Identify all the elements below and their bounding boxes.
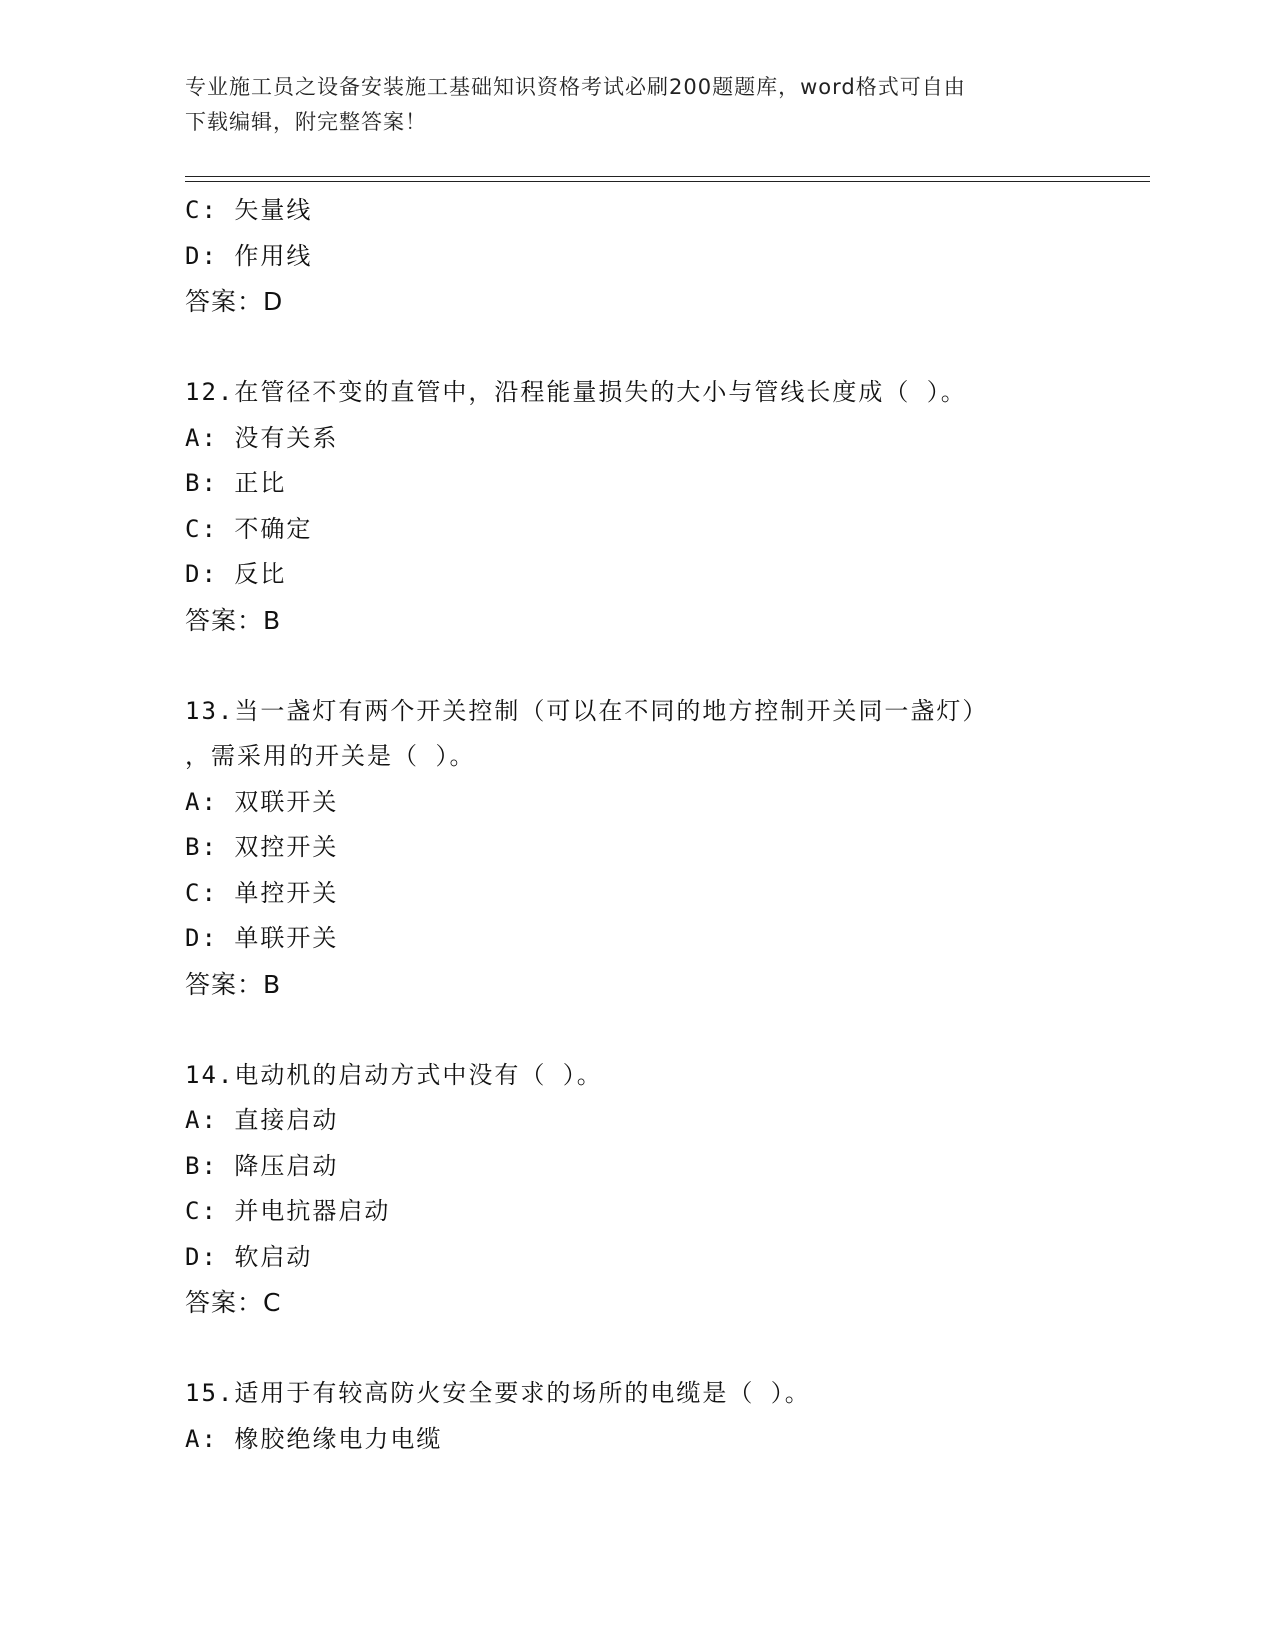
question-stem: 12.在管径不变的直管中，沿程能量损失的大小与管线长度成（ ）。	[185, 378, 967, 406]
question-stem: 15.适用于有较高防火安全要求的场所的电缆是（ ）。	[185, 1379, 811, 1407]
spacer	[185, 643, 1145, 689]
header-divider-bottom	[185, 181, 1150, 182]
question-content	[185, 188, 1145, 1462]
header-line-1: 专业施工员之设备安装施工基础知识资格考试必刷200题题库，word格式可自由	[185, 75, 966, 99]
spacer	[185, 1326, 1145, 1372]
option-line: D: 作用线	[185, 241, 313, 270]
option-line: C: 矢量线	[185, 196, 313, 224]
option-line: C: 不确定	[185, 514, 313, 543]
question-stem: 13.当一盏灯有两个开关控制（可以在不同的地方控制开关同一盏灯）	[185, 696, 989, 725]
option-line: B: 降压启动	[185, 1151, 339, 1180]
option-line: D: 单联开关	[185, 924, 339, 952]
header-divider-top	[185, 176, 1150, 177]
option-line: C: 单控开关	[185, 878, 339, 907]
answer-line: 答案：C	[185, 1288, 282, 1317]
option-line: A: 直接启动	[185, 1106, 339, 1134]
question-stem-continued: ，需采用的开关是（ ）。	[185, 742, 476, 770]
option-line: A: 双联开关	[185, 787, 339, 816]
answer-line: 答案：B	[185, 969, 282, 999]
question-stem: 14.电动机的启动方式中没有（ ）。	[185, 1060, 603, 1089]
answer-line: 答案：D	[185, 287, 284, 316]
option-line: D: 反比	[185, 560, 287, 588]
answer-line: 答案：B	[185, 605, 282, 635]
document-header	[185, 70, 1065, 140]
option-line: C: 并电抗器启动	[185, 1197, 391, 1225]
spacer	[185, 1007, 1145, 1053]
spacer	[185, 325, 1145, 371]
option-line: B: 双控开关	[185, 833, 339, 861]
option-line: A: 没有关系	[185, 423, 339, 452]
header-line-2: 下载编辑，附完整答案！	[185, 110, 427, 134]
option-line: B: 正比	[185, 469, 287, 497]
option-line: A: 橡胶绝缘电力电缆	[185, 1424, 443, 1453]
option-line: D: 软启动	[185, 1242, 313, 1271]
